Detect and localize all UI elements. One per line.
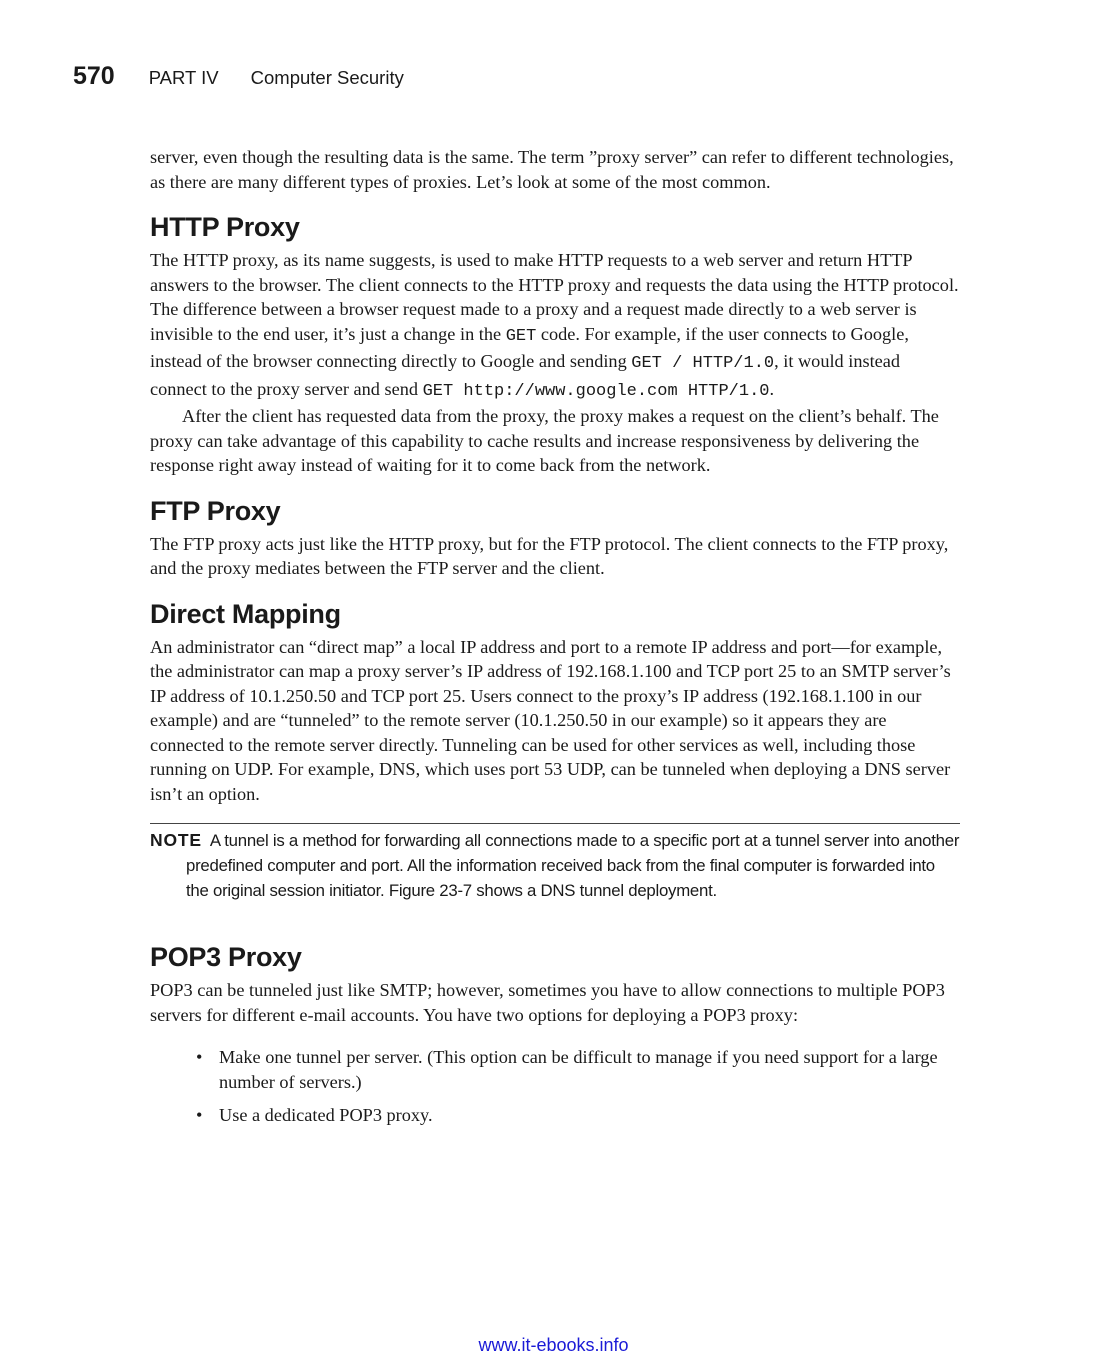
list-item	[196, 1103, 960, 1128]
bullet-icon: •	[196, 1047, 203, 1067]
http-proxy-paragraph-2: After the client has requested data from the proxy, the proxy makes a request on the client’s behalf. The proxy can take advantage of this capability to cache results and increase responsiveness by delivering the response right away instead of waiting for it to come back from the network.	[150, 406, 939, 475]
section-heading-http-proxy: HTTP Proxy	[150, 212, 300, 242]
http-text-2: code. For example, if the user connects to Google, instead of the browser connecting directly to Google and sending	[150, 323, 909, 371]
list-item-text: Make one tunnel per server. (This option can be difficult to manage if you need support for a large number of servers.)	[219, 1047, 938, 1092]
running-header	[73, 62, 404, 91]
code-get-google: GET http://www.google.com HTTP/1.0	[422, 381, 770, 401]
http-text-3: , it would instead connect to the proxy server and send	[150, 351, 901, 399]
note-label: NOTE	[150, 830, 202, 850]
note-text: A tunnel is a method for forwarding all connections made to a specific port at a tunnel server into another predefined computer and port. All the information received back from the final computer is forwarded into the original session initiator. Figure 23-7 shows a DNS tunnel deployment.	[186, 831, 960, 900]
http-text-1: The HTTP proxy, as its name suggests, is used to make HTTP requests to a web server and return HTTP answers to the browser. The client connects to the HTTP proxy and requests the data using the HTTP protocol. The difference between a browser request made to a proxy and a request made directly to a web server is invisible to the end user, it’s just a change in the	[150, 250, 959, 344]
page-number: 570	[73, 62, 115, 90]
intro-paragraph: server, even though the resulting data is the same. The term ”proxy server” can refer to different technologies, as there are many different types of proxies. Let’s look at some of the most common.	[150, 147, 954, 192]
http-proxy-paragraph-1	[150, 248, 960, 404]
ftp-proxy-paragraph: The FTP proxy acts just like the HTTP proxy, but for the FTP protocol. The client connects to the FTP proxy, and the proxy mediates between the FTP server and the client.	[150, 533, 949, 578]
list-item	[196, 1045, 960, 1094]
section-heading-ftp-proxy: FTP Proxy	[150, 495, 281, 526]
note-box	[150, 823, 960, 903]
pop3-proxy-paragraph: POP3 can be tunneled just like SMTP; however, sometimes you have to allow connections to multiple POP3 servers for different e-mail accounts. You have two options for deploying a POP3 proxy:	[150, 980, 945, 1025]
part-title: Computer Security	[250, 67, 404, 88]
direct-mapping-paragraph: An administrator can “direct map” a local IP address and port to a remote IP address and port—for example, the administrator can map a proxy server’s IP address of 192.168.1.100 and TCP port 25 to an SMTP server’s IP address of 10.1.250.50 and TCP port 25. Users connect to the proxy’s IP address (192.168.1.100 in our example) and are “tunneled” to the remote server (10.1.250.50 in our example) so it appears they are connected to the remote server directly. Tunneling can be used for other services as well, including those running on UDP. For example, DNS, which uses port 53 UDP, can be tunneled when deploying a DNS server isn’t an option.	[150, 636, 951, 804]
code-get-http10: GET / HTTP/1.0	[631, 354, 775, 373]
section-heading-pop3-proxy: POP3 Proxy	[150, 942, 302, 972]
part-label: PART IV	[148, 67, 219, 88]
section-heading-direct-mapping: Direct Mapping	[150, 598, 341, 629]
footer-watermark-link[interactable]: www.it-ebooks.info	[478, 1335, 629, 1355]
bullet-icon: •	[196, 1105, 203, 1125]
page-body	[150, 145, 960, 1137]
code-get: GET	[505, 326, 537, 346]
http-text-4: .	[769, 378, 775, 399]
pop3-options-list	[150, 1045, 960, 1128]
list-item-text: Use a dedicated POP3 proxy.	[219, 1105, 433, 1125]
